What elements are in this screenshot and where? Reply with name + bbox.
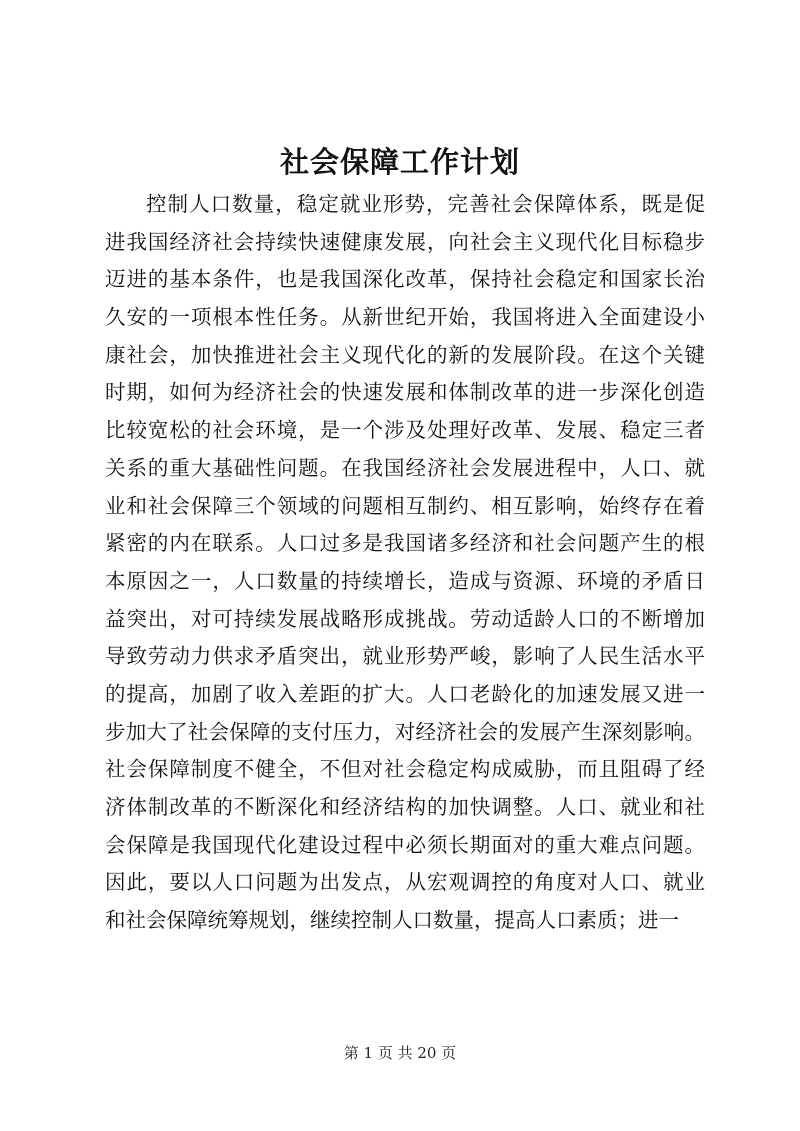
text-line: 康社会，加快推进社会主义现代化的新的发展阶段。在这个关键: [105, 342, 705, 367]
text-line: 时期，如何为经济社会的快速发展和体制改革的进一步深化创造: [105, 380, 705, 405]
page-number-footer: 第 1 页 共 20 页: [343, 1044, 457, 1062]
text-line: 本原因之一，人口数量的持续增长，造成与资源、环境的矛盾日: [105, 568, 705, 593]
body-text: [105, 186, 705, 940]
text-line: 关系的重大基础性问题。在我国经济社会发展进程中，人口、就: [105, 455, 705, 480]
text-line: 益突出，对可持续发展战略形成挑战。劳动适龄人口的不断增加: [105, 606, 705, 631]
text-line: 和社会保障统筹规划，继续控制人口数量，提高人口素质；进一: [105, 908, 679, 933]
text-line: 济体制改革的不断深化和经济结构的加快调整。人口、就业和社: [105, 795, 705, 819]
text-line: 导致劳动力供求矛盾突出，就业形势严峻，影响了人民生活水平: [105, 644, 705, 669]
text-line: 社会保障制度不健全，不但对社会稳定构成威胁，而且阻碍了经: [105, 757, 705, 782]
text-line: 会保障是我国现代化建设过程中必须长期面对的重大难点问题。: [105, 832, 705, 857]
text-line: 迈进的基本条件，也是我国深化改革，保持社会稳定和国家长治: [105, 267, 705, 292]
text-line: 紧密的内在联系。人口过多是我国诸多经济和社会问题产生的根: [105, 531, 705, 556]
text-line: 进我国经济社会持续快速健康发展，向社会主义现代化目标稳步: [105, 229, 705, 254]
text-line: 的提高，加剧了收入差距的扩大。人口老龄化的加速发展又进一: [105, 681, 705, 706]
text-line: 久安的一项根本性任务。从新世纪开始，我国将进入全面建设小: [105, 305, 705, 330]
document-title: 社会保障工作计划: [279, 145, 520, 179]
text-line: 业和社会保障三个领域的问题相互制约、相互影响，始终存在着: [105, 493, 705, 518]
text-line: 步加大了社会保障的支付压力，对经济社会的发展产生深刻影响。: [105, 719, 705, 744]
text-line: 因此，要以人口问题为出发点，从宏观调控的角度对人口、就业: [105, 870, 705, 895]
text-line: 控制人口数量，稳定就业形势，完善社会保障体系，既是促: [146, 192, 705, 216]
text-line: 比较宽松的社会环境，是一个涉及处理好改革、发展、稳定三者: [105, 418, 705, 443]
